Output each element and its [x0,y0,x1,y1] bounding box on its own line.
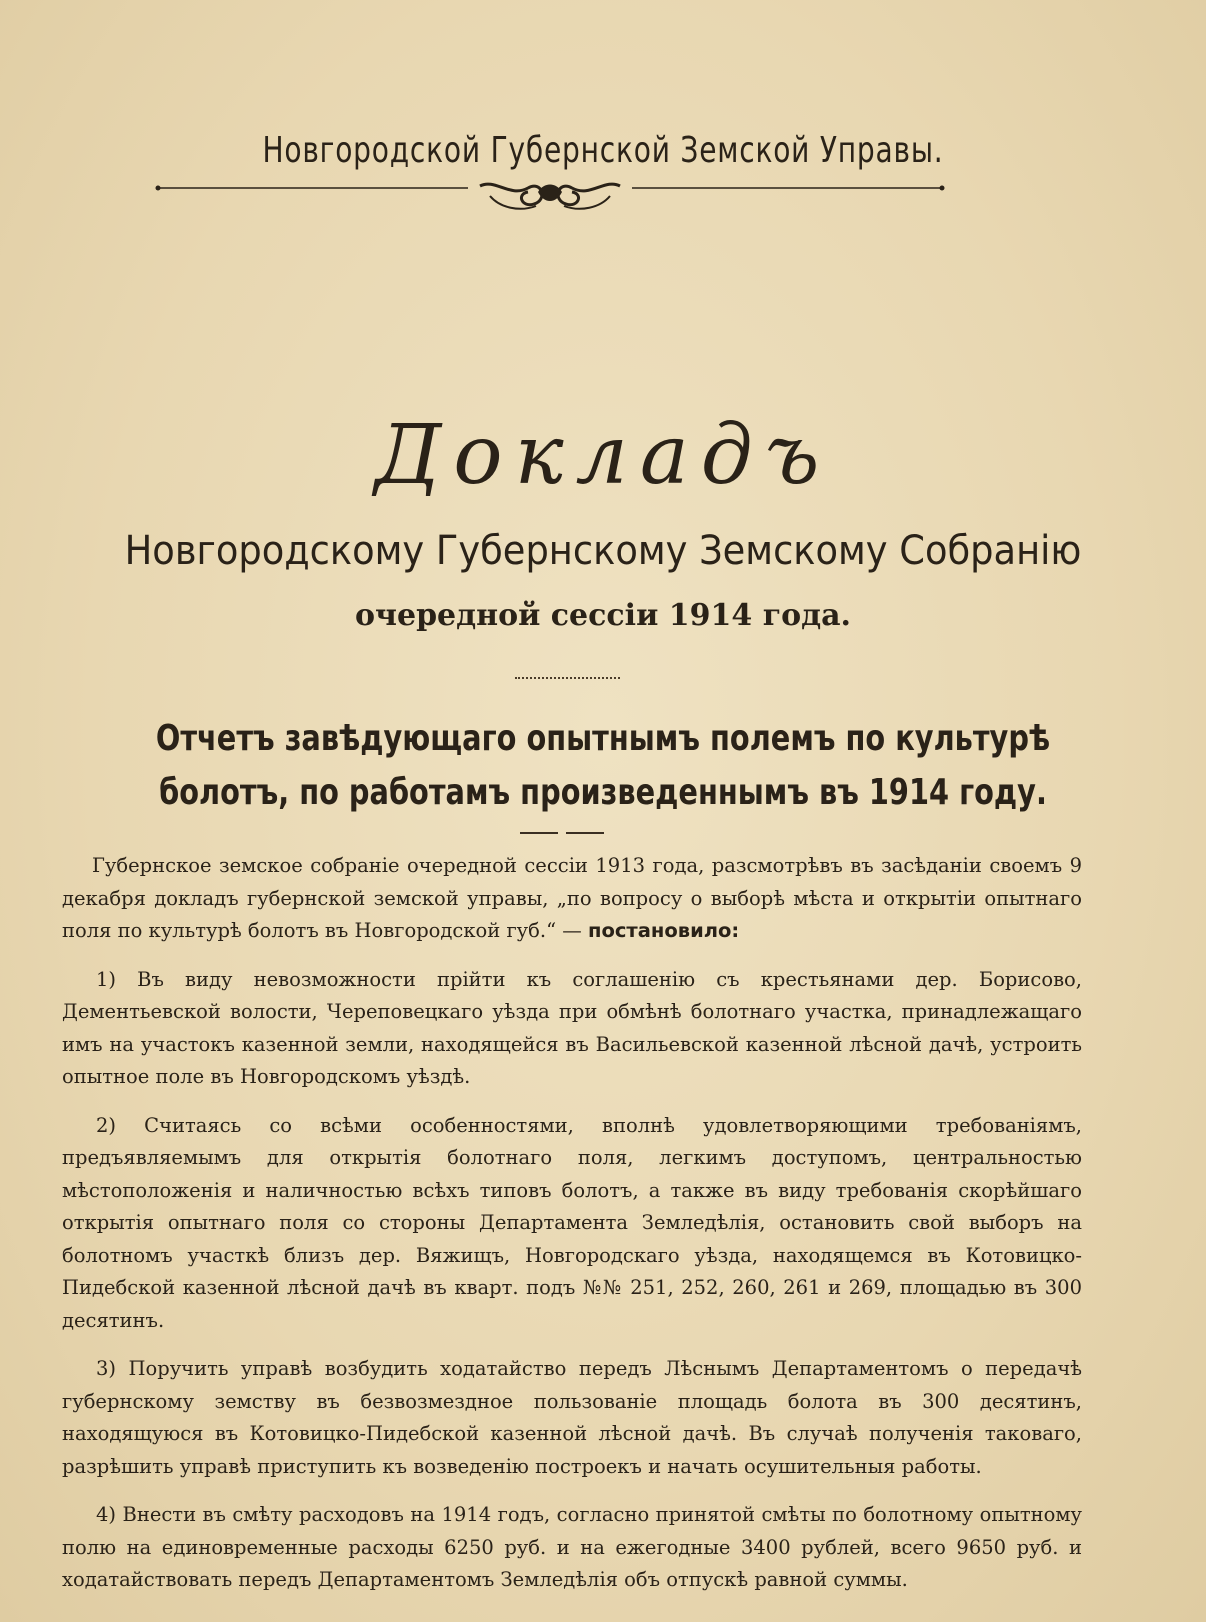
dotted-divider [515,677,620,679]
intro-paragraph [62,850,1082,948]
doc-subtitle: Новгородскому Губернскому Земскому Собранію [124,528,1082,574]
ornament-divider [150,178,950,218]
doc-session: очередной сессіи 1914 года. [355,598,851,633]
intro-text: Губернское земское собраніе очередной сессіи 1913 года, разсмотрѣвъ въ засѣданіи своемъ 9 декабря докладъ губернской земской управы, „по вопросу о выборѣ мѣста и открытіи опытнаго поля по культурѣ болотъ въ Новгородской губ.“ — [62,854,1082,942]
resolution-item-4: 4) Внести въ смѣту расходовъ на 1914 годъ, согласно принятой смѣты по болотному опытному полю на единовременные расходы 6250 руб. и на ежегодные 3400 рублей, всего 9650 руб. и ходатайствовать передъ Департаментомъ Земледѣлія объ отпускѣ равной суммы. [62,1503,1082,1591]
report-title: Отчетъ завѣдующаго опытнымъ полемъ по культурѣ болотъ, по работамъ произведеннымъ въ 1914 году. [155,718,1051,813]
resolution-item-2: 2) Считаясь со всѣми особенностями, вполнѣ удовлетворяющими требованіямъ, предъявляемымъ для открытія болотнаго поля, легкимъ доступомъ, центральностью мѣстоположенія и наличностью всѣхъ типовъ болотъ, а также въ виду требованія скорѣйшаго открытія опытнаго поля со стороны Департамента Земледѣлія, остановить свой выборъ на болотномъ участкѣ близъ дер. Вяжищъ, Новгородскаго уѣзда, находящемся въ Котовицко-Пидебской казенной лѣсной дачѣ въ кварт. подъ №№ 251, 252, 260, 261 и 269, площадью въ 300 десятинъ. [62,1113,1082,1332]
resolution-item-1: 1) Въ виду невозможности прійти къ соглашенію съ крестьянами дер. Борисово, Дементьевской волости, Череповецкаго уѣзда при обмѣнѣ болотнаго участка, принадлежащаго имъ на участокъ казенной земли, находящейся въ Васильевской казенной лѣсной дачѣ, устроить опытное поле въ Новгородскомъ уѣздѣ. [62,967,1082,1088]
dash-divider-left [520,832,558,834]
doc-title: Докладъ [374,408,832,503]
dash-divider-right [566,832,604,834]
intro-resolution: постановило: [587,919,740,942]
header-title: Новгородской Губернской Земской Управы. [262,130,944,171]
resolution-item-3: 3) Поручить управѣ возбудить ходатайство передъ Лѣснымъ Департаментомъ о передачѣ губернскому земству въ безвозмездное пользованіе площадь болота въ 300 десятинъ, находящуюся въ Котовицко-Пидебской казенной лѣсной дачѣ. Въ случаѣ полученія таковаго, разрѣшить управѣ приступить къ возведенію построекъ и начать осушительныя работы. [62,1357,1082,1478]
body-text [62,850,1082,1613]
